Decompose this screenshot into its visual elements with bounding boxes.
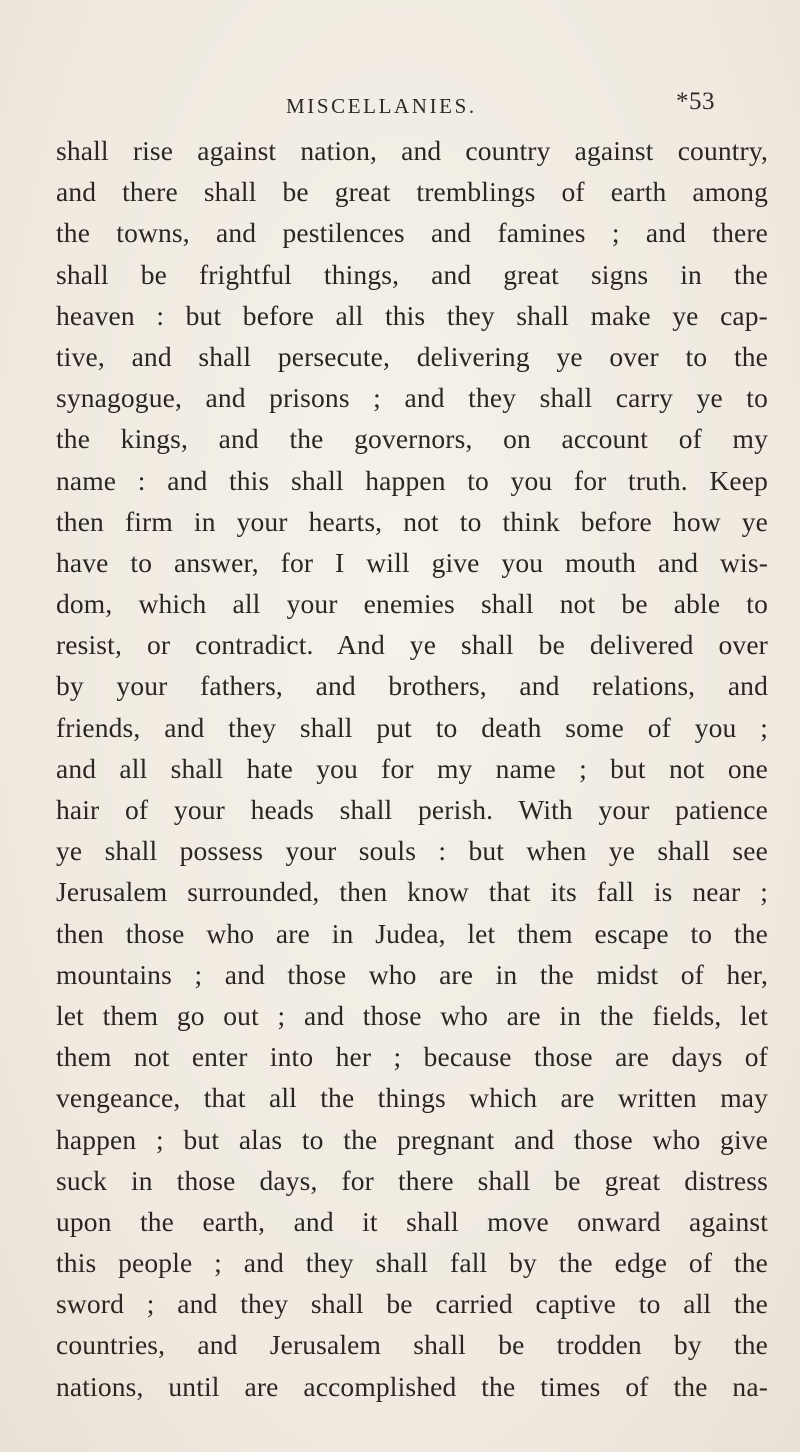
text-line: friends, and they shall put to death some of you ; (56, 711, 768, 743)
text-line: nations, until are accomplished the times of the na- (56, 1370, 768, 1402)
text-line: resist, or contradict. And ye shall be delivered over (56, 629, 768, 661)
text-line: the kings, and the governors, on account of my (56, 423, 768, 455)
text-line: shall rise against nation, and country against country, (56, 135, 768, 166)
text-line: by your fathers, and brothers, and relations, and (56, 670, 768, 702)
page-number: *53 (676, 88, 715, 115)
text-line: and there shall be great tremblings of earth among (56, 176, 768, 208)
text-line: hair of your heads shall perish. With your patience (56, 794, 768, 825)
text-line: happen ; but alas to the pregnant and those who give (56, 1123, 768, 1155)
text-line: countries, and Jerusalem shall be trodden by the (56, 1329, 768, 1361)
text-line: them not enter into her ; because those are days of (56, 1041, 768, 1073)
text-line: ye shall possess your souls : but when ye shall see (56, 835, 768, 867)
text-line: name : and this shall happen to you for truth. Keep (56, 464, 768, 496)
text-line: dom, which all your enemies shall not be able to (56, 588, 768, 620)
text-line: heaven : but before all this they shall make ye cap- (56, 299, 768, 331)
text-line: then firm in your hearts, not to think before how ye (56, 505, 768, 537)
running-head: MISCELLANIES. (286, 94, 477, 118)
body-text (56, 130, 768, 1407)
text-line: suck in those days, for there shall be great distress (56, 1164, 768, 1196)
text-line: upon the earth, and it shall move onward against (56, 1205, 768, 1237)
text-line: vengeance, that all the things which are written may (56, 1082, 768, 1114)
text-line: have to answer, for I will give you mouth and wis- (56, 546, 768, 578)
page-header (0, 88, 800, 128)
text-line: synagogue, and prisons ; and they shall carry ye to (56, 382, 768, 414)
text-line: shall be frightful things, and great signs in the (56, 258, 768, 290)
text-line: and all shall hate you for my name ; but not one (56, 752, 768, 784)
text-line: Jerusalem surrounded, then know that its fall is near ; (56, 876, 768, 908)
text-line: the towns, and pestilences and famines ; and there (56, 217, 768, 249)
text-line: then those who are in Judea, let them escape to the (56, 917, 768, 949)
text-line: tive, and shall persecute, delivering ye over to the (56, 340, 768, 372)
text-line: sword ; and they shall be carried captive to all the (56, 1288, 768, 1320)
text-line: let them go out ; and those who are in the fields, let (56, 999, 768, 1031)
text-line: this people ; and they shall fall by the edge of the (56, 1247, 768, 1279)
text-line: mountains ; and those who are in the midst of her, (56, 958, 768, 990)
